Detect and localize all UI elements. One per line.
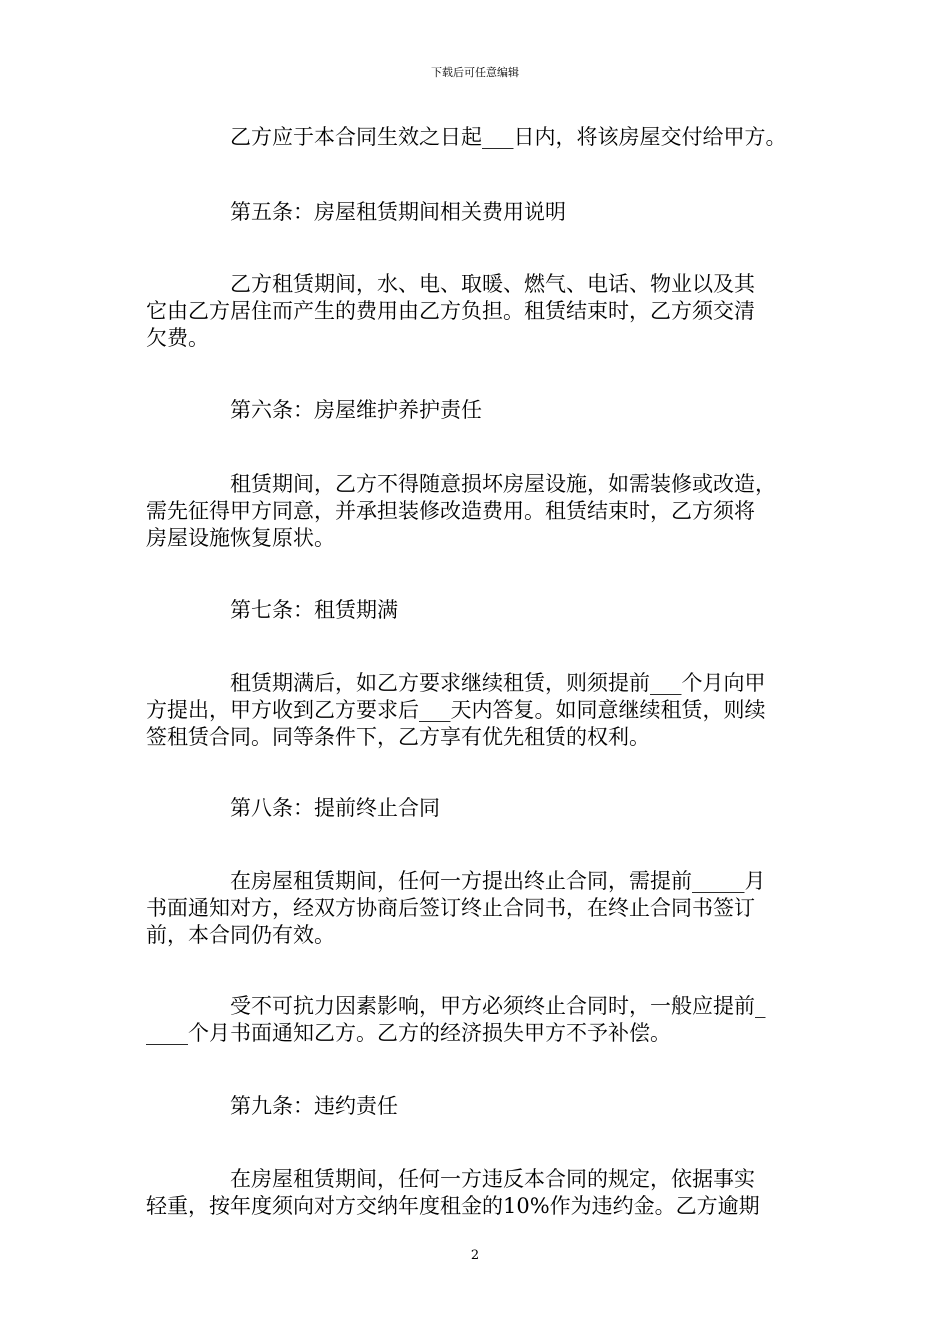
article-7-heading [146, 597, 810, 624]
text-line: 欠费。 [146, 326, 209, 350]
paragraph-breach [146, 1166, 810, 1220]
text-line: 受不可抗力因素影响，甲方必须终止合同时，一般应提前_ [230, 994, 766, 1018]
text-line: 租赁期间，乙方不得随意损坏房屋设施，如需装修或改造， [230, 472, 776, 496]
text-line: 第七条：租赁期满 [230, 598, 398, 622]
text-line: 在房屋租赁期间，任何一方提出终止合同，需提前_____月 [230, 869, 766, 893]
text-line: ____个月书面通知乙方。乙方的经济损失甲方不予补偿。 [146, 1021, 671, 1045]
text-line: 前，本合同仍有效。 [146, 923, 335, 947]
text-line: 方提出，甲方收到乙方要求后___天内答复。如同意继续租赁，则续 [146, 698, 766, 722]
article-5-heading [146, 199, 810, 226]
text-line: 租赁期满后，如乙方要求继续租赁，则须提前___个月向甲 [230, 671, 766, 695]
text-line: 在房屋租赁期间，任何一方违反本合同的规定，依据事实 [230, 1167, 755, 1191]
text-line: 轻重，按年度须向对方交纳年度租金的10%作为违约金。乙方逾期 [146, 1194, 760, 1218]
text-line: 乙方租赁期间，水、电、取暖、燃气、电话、物业以及其 [230, 272, 755, 296]
paragraph-early-termination [146, 868, 810, 949]
text-line: 乙方应于本合同生效之日起___日内，将该房屋交付给甲方。 [230, 125, 787, 149]
text-line: 房屋设施恢复原状。 [146, 526, 335, 550]
text-line: 第五条：房屋租赁期间相关费用说明 [230, 200, 566, 224]
paragraph-force-majeure [146, 993, 810, 1047]
paragraph-maintenance [146, 471, 810, 552]
text-line: 第九条：违约责任 [230, 1094, 398, 1118]
page-number: 2 [470, 1248, 480, 1263]
text-line: 需先征得甲方同意，并承担装修改造费用。租赁结束时，乙方须将 [146, 499, 755, 523]
page-header: 下载后可任意编辑 [431, 66, 519, 79]
text-line: 签租赁合同。同等条件下，乙方享有优先租赁的权利。 [146, 725, 650, 749]
paragraph-delivery [146, 124, 810, 151]
article-6-heading [146, 397, 810, 424]
article-8-heading [146, 795, 810, 822]
text-line: 书面通知对方，经双方协商后签订终止合同书，在终止合同书签订 [146, 896, 755, 920]
text-line: 第八条：提前终止合同 [230, 796, 440, 820]
paragraph-fees [146, 271, 810, 352]
paragraph-expiry [146, 670, 810, 751]
text-line: 第六条：房屋维护养护责任 [230, 398, 482, 422]
article-9-heading [146, 1093, 810, 1120]
text-line: 它由乙方居住而产生的费用由乙方负担。租赁结束时，乙方须交清 [146, 299, 755, 323]
